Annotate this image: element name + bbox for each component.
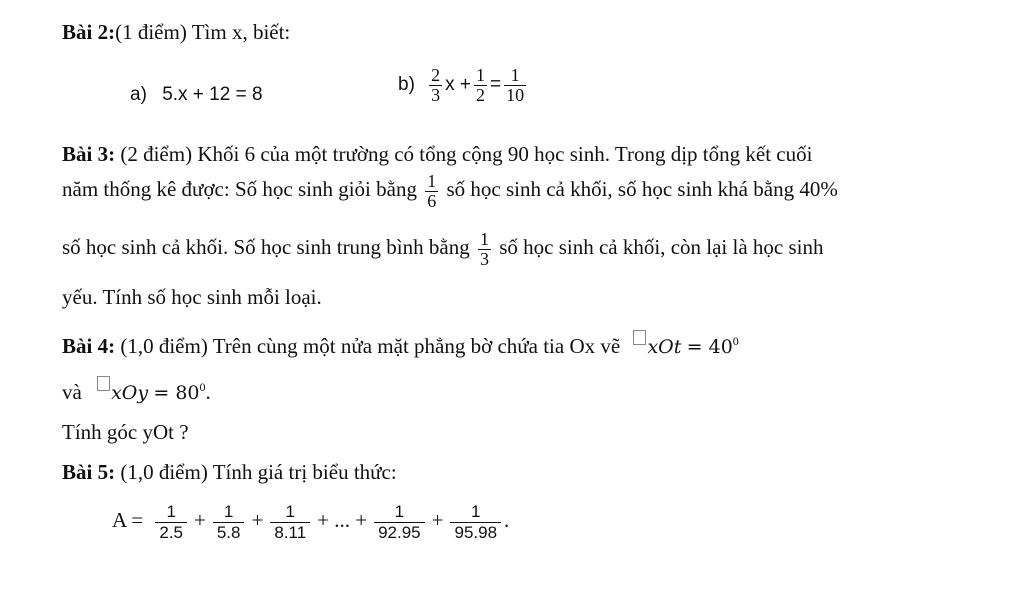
frac-numerator: 1 [427, 171, 437, 191]
angle-xot-expr [633, 334, 738, 358]
frac-denominator: 95.98 [450, 522, 501, 543]
frac-numerator: 1 [476, 65, 486, 85]
bai5-term-2 [213, 502, 245, 543]
angle-xoy-expr [97, 380, 211, 404]
bai4-line3: Tính góc yOt ? [62, 420, 189, 444]
degree-mark: 0 [732, 334, 739, 348]
angle-symbol-icon [633, 330, 646, 345]
bai3-line3-b: số học sinh cả khối, còn lại là học sinh [499, 235, 824, 260]
frac-numerator: 1 [285, 502, 295, 521]
frac-denominator: 8.11 [270, 522, 310, 543]
bai3-line4: yếu. Tính số học sinh mỗi loại. [62, 285, 322, 309]
bai3-line2-a: năm thống kê được: Số học sinh giỏi bằng [62, 177, 417, 202]
bai3-frac-one-third [478, 230, 491, 269]
ellipsis-sum: + ... + [317, 508, 368, 533]
bai2-b-eq: = [490, 74, 502, 96]
bai3-title: Bài 3: [62, 142, 116, 166]
bai4-line1 [62, 330, 739, 359]
bai2-b-frac3 [504, 66, 526, 105]
frac-denominator: 3 [431, 84, 441, 105]
bai3-frac-one-sixth [425, 172, 438, 211]
bai2-b-frac2 [474, 66, 487, 105]
bai5-line1-text: (1,0 điểm) Tính giá trị biểu thức: [115, 460, 397, 484]
frac-numerator: 2 [431, 65, 441, 85]
bai5-expression [112, 502, 509, 543]
bai3-line3-a: số học sinh cả khối. Số học sinh trung bình bằng [62, 235, 470, 260]
bai3-line1-text: (2 điểm) Khối 6 của một trường có tổng cộng 90 học sinh. Trong dịp tổng kết cuối [115, 142, 813, 166]
bai3-line2-b: số học sinh cả khối, số học sinh khá bằng 40% [446, 177, 838, 202]
bai5-line1 [62, 460, 397, 485]
bai2-prompt: Tìm x, biết: [186, 20, 291, 44]
angle-xot-value: = 40 [686, 336, 733, 358]
frac-denominator: 2.5 [155, 522, 187, 543]
bai3-line1 [62, 142, 812, 167]
bai4-line2 [62, 376, 211, 405]
bai2-a-label: a) [130, 84, 147, 105]
frac-numerator: 1 [394, 502, 405, 521]
angle-symbol-icon [97, 376, 110, 391]
frac-denominator: 5.8 [213, 522, 245, 543]
frac-denominator: 92.95 [374, 522, 425, 543]
bai2-heading [62, 20, 290, 45]
bai3-line2 [62, 172, 838, 211]
frac-denominator: 3 [479, 248, 489, 269]
plus-sign: + [431, 508, 444, 533]
bai2-b-label: b) [398, 74, 415, 96]
degree-mark: 0 [199, 380, 206, 394]
plus-sign: + [251, 508, 264, 533]
bai4-line2-end: . [205, 380, 211, 404]
frac-numerator: 1 [479, 229, 489, 249]
bai5-title: Bài 5: [62, 460, 116, 484]
bai2-a-expr: 5.x + 12 = 8 [162, 84, 263, 105]
bai2-b-mid: x + [445, 74, 472, 96]
frac-numerator: 1 [471, 502, 481, 521]
frac-denominator: 6 [427, 190, 437, 211]
bai2-title: Bài 2: [62, 20, 116, 44]
angle-xoy-label: xOy [111, 382, 149, 404]
angle-xot-label: xOt [647, 336, 682, 358]
bai5-end: . [504, 508, 510, 533]
bai5-term-3 [270, 502, 310, 543]
plus-sign: + [194, 508, 206, 533]
frac-denominator: 2 [476, 84, 486, 105]
frac-numerator: 1 [223, 502, 234, 521]
bai4-line1-text: (1,0 điểm) Trên cùng một nửa mặt phẳng bờ chứa tia Ox vẽ [115, 334, 621, 358]
bai5-lhs: A = [112, 508, 144, 533]
bai3-line3 [62, 230, 824, 269]
bai4-title: Bài 4: [62, 334, 116, 358]
bai2-points: (1 điểm) [115, 20, 187, 44]
frac-numerator: 1 [510, 65, 520, 85]
bai5-term-4 [374, 502, 425, 543]
frac-numerator: 1 [166, 502, 176, 521]
bai5-term-1 [155, 502, 187, 543]
bai4-line2-prefix: và [62, 380, 82, 404]
angle-xoy-value: = 80 [153, 382, 200, 404]
frac-denominator: 10 [506, 84, 525, 105]
bai2-part-b [398, 66, 529, 105]
bai5-term-5 [450, 502, 501, 543]
bai2-part-a [130, 84, 263, 107]
bai2-b-frac1 [429, 66, 442, 105]
